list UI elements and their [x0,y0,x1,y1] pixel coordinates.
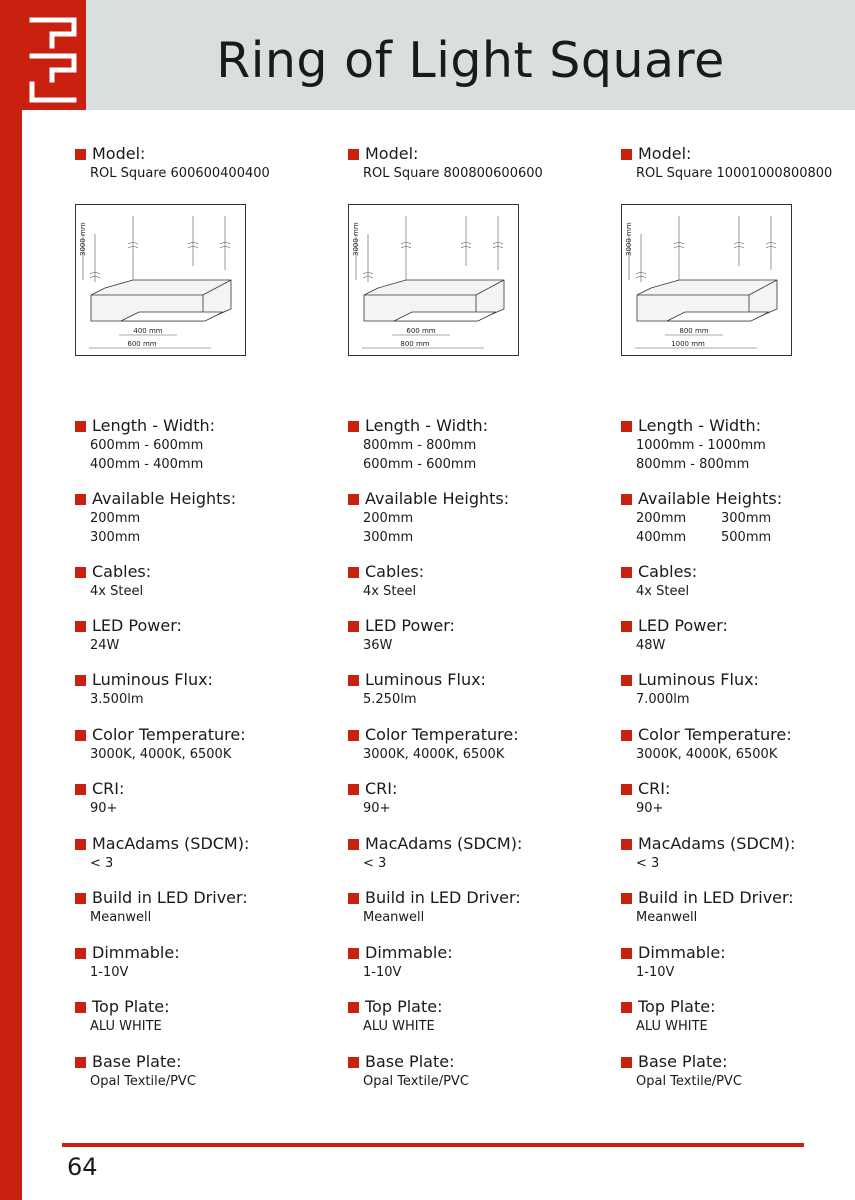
spec-value: 1000mm - 1000mm [636,438,766,453]
spec-value: 600mm - 600mm [90,438,204,453]
spec-label: Build in LED Driver: [365,888,521,907]
spec-label: CRI: [92,779,125,798]
model-value: ROL Square 600600400400 [90,166,270,181]
bullet-square-icon [348,1057,359,1068]
bullet-square-icon [75,1057,86,1068]
spec-label: Luminous Flux: [365,670,486,689]
color-temp-spec [621,725,855,764]
bullet-square-icon [75,1002,86,1013]
bullet-square-icon [621,1057,632,1068]
spec-label: Cables: [92,562,152,581]
spec-value: Meanwell [90,910,152,925]
macadams-spec [621,834,855,873]
spec-label: Available Heights: [92,489,237,508]
spec-label: Cables: [638,562,698,581]
spec-label: Luminous Flux: [92,670,213,689]
color-temp-spec [348,725,588,764]
inner-dimension-label: 800 mm [679,327,709,335]
cables-spec [621,562,855,601]
spec-label: Build in LED Driver: [92,888,248,907]
length-width-spec [621,416,855,474]
model-spec [75,144,315,183]
spec-label: CRI: [365,779,398,798]
spec-value: 5.250lm [363,692,417,707]
spec-value: < 3 [636,856,660,871]
spec-label: MacAdams (SDCM): [92,834,250,853]
spec-label: LED Power: [638,616,728,635]
bullet-square-icon [348,149,359,160]
spec-label: Top Plate: [92,997,170,1016]
spec-label: Available Heights: [365,489,510,508]
bullet-square-icon [621,784,632,795]
spec-value: 500mm [721,530,772,545]
spec-label: MacAdams (SDCM): [365,834,523,853]
header [86,0,855,110]
spec-label: Dimmable: [638,943,726,962]
brand-logo [0,0,86,110]
outer-dimension-label: 1000 mm [671,340,705,348]
base-plate-spec [621,1052,855,1091]
spec-label: LED Power: [92,616,182,635]
bullet-square-icon [75,494,86,505]
bullet-square-icon [621,948,632,959]
bullet-square-icon [348,621,359,632]
spec-value: 400mm [636,530,687,545]
spec-value: 400mm - 400mm [90,457,204,472]
bullet-square-icon [75,567,86,578]
spec-value: Opal Textile/PVC [636,1074,742,1089]
power-spec [75,616,315,655]
spec-value: ALU WHITE [90,1019,162,1034]
dimmable-spec [621,943,855,982]
bullet-square-icon [75,675,86,686]
flux-spec [621,670,855,709]
cables-spec [348,562,588,601]
spec-value: 200mm [363,511,414,526]
dimension-diagram [75,204,246,356]
power-spec [348,616,588,655]
cri-spec [348,779,588,818]
bullet-square-icon [75,948,86,959]
bullet-square-icon [621,567,632,578]
bullet-square-icon [621,149,632,160]
spec-value: Opal Textile/PVC [90,1074,196,1089]
cables-spec [75,562,315,601]
height-dimension-label: 3000 mm [352,222,360,256]
spec-label: Top Plate: [638,997,716,1016]
heights-spec [75,489,315,547]
spec-value: 36W [363,638,393,653]
model-value: ROL Square 800800600600 [363,166,543,181]
spec-label: Available Heights: [638,489,783,508]
model-spec [621,144,855,183]
bullet-square-icon [348,893,359,904]
spec-label: Model: [92,144,146,163]
spec-value: ALU WHITE [363,1019,435,1034]
spec-label: Color Temperature: [365,725,519,744]
spec-value: 1-10V [90,965,129,980]
spec-value: < 3 [90,856,114,871]
bullet-square-icon [75,149,86,160]
spec-label: Build in LED Driver: [638,888,794,907]
dimension-diagram [621,204,792,356]
top-plate-spec [621,997,855,1036]
left-accent-bar [0,0,22,1200]
bullet-square-icon [348,948,359,959]
spec-value: 1-10V [636,965,675,980]
driver-spec [348,888,588,927]
spec-label: CRI: [638,779,671,798]
macadams-spec [348,834,588,873]
spec-label: Color Temperature: [638,725,792,744]
length-width-spec [348,416,588,474]
heights-spec [348,489,588,547]
flux-spec [75,670,315,709]
spec-value: 90+ [90,801,118,816]
spec-value: 4x Steel [90,584,144,599]
spec-label: Length - Width: [92,416,216,435]
model-value: ROL Square 10001000800800 [636,166,833,181]
spec-value: 200mm [90,511,141,526]
spec-label: Model: [365,144,419,163]
cri-spec [75,779,315,818]
spec-value: 48W [636,638,666,653]
spec-value: Meanwell [636,910,698,925]
spec-label: Model: [638,144,692,163]
bullet-square-icon [621,675,632,686]
spec-value: 90+ [363,801,391,816]
spec-value: 1-10V [363,965,402,980]
height-dimension-label: 3000 mm [79,222,87,256]
spec-label: MacAdams (SDCM): [638,834,796,853]
bullet-square-icon [348,675,359,686]
spec-label: LED Power: [365,616,455,635]
top-plate-spec [348,997,588,1036]
spec-value: 300mm [363,530,414,545]
spec-value: 200mm [636,511,687,526]
dimension-diagram [348,204,519,356]
bullet-square-icon [348,494,359,505]
spec-label: Luminous Flux: [638,670,759,689]
spec-value: 3.500lm [90,692,144,707]
spec-value: 300mm [721,511,772,526]
model-spec [348,144,588,183]
inner-dimension-label: 400 mm [133,327,163,335]
dimmable-spec [75,943,315,982]
spec-value: 24W [90,638,120,653]
spec-label: Dimmable: [365,943,453,962]
bullet-square-icon [621,621,632,632]
bullet-square-icon [621,730,632,741]
spec-value: Opal Textile/PVC [363,1074,469,1089]
page-number: 64 [67,1153,98,1181]
length-width-spec [75,416,315,474]
spec-value: 600mm - 600mm [363,457,477,472]
spec-label: Cables: [365,562,425,581]
spec-value: 800mm - 800mm [636,457,750,472]
spec-label: Color Temperature: [92,725,246,744]
bullet-square-icon [348,1002,359,1013]
bullet-square-icon [75,893,86,904]
spec-value: 3000K, 4000K, 6500K [636,747,778,762]
spec-value: 4x Steel [636,584,690,599]
bullet-square-icon [621,494,632,505]
bullet-square-icon [348,421,359,432]
spec-value: 3000K, 4000K, 6500K [363,747,505,762]
page-title: Ring of Light Square [216,32,725,89]
spec-label: Top Plate: [365,997,443,1016]
spec-value: < 3 [363,856,387,871]
bullet-square-icon [75,730,86,741]
spec-label: Dimmable: [92,943,180,962]
spec-value: 90+ [636,801,664,816]
base-plate-spec [348,1052,588,1091]
cri-spec [621,779,855,818]
spec-value: 7.000lm [636,692,690,707]
bullet-square-icon [621,839,632,850]
bullet-square-icon [348,730,359,741]
bullet-square-icon [621,421,632,432]
spec-value: Meanwell [363,910,425,925]
bullet-square-icon [348,567,359,578]
bullet-square-icon [348,839,359,850]
bullet-square-icon [75,421,86,432]
spec-value: 800mm - 800mm [363,438,477,453]
power-spec [621,616,855,655]
flux-spec [348,670,588,709]
spec-label: Length - Width: [638,416,762,435]
bullet-square-icon [75,621,86,632]
macadams-spec [75,834,315,873]
outer-dimension-label: 600 mm [127,340,157,348]
bullet-square-icon [75,784,86,795]
driver-spec [621,888,855,927]
driver-spec [75,888,315,927]
spec-label: Base Plate: [365,1052,455,1071]
spec-value: ALU WHITE [636,1019,708,1034]
spec-value: 3000K, 4000K, 6500K [90,747,232,762]
spec-value: 4x Steel [363,584,417,599]
color-temp-spec [75,725,315,764]
spec-label: Base Plate: [638,1052,728,1071]
spec-label: Length - Width: [365,416,489,435]
dimmable-spec [348,943,588,982]
footer-divider [62,1143,804,1147]
base-plate-spec [75,1052,315,1091]
inner-dimension-label: 600 mm [406,327,436,335]
spec-label: Base Plate: [92,1052,182,1071]
bullet-square-icon [621,893,632,904]
heights-spec [621,489,855,547]
outer-dimension-label: 800 mm [400,340,430,348]
height-dimension-label: 3000 mm [625,222,633,256]
bullet-square-icon [621,1002,632,1013]
top-plate-spec [75,997,315,1036]
spec-value: 300mm [90,530,141,545]
bullet-square-icon [75,839,86,850]
bullet-square-icon [348,784,359,795]
